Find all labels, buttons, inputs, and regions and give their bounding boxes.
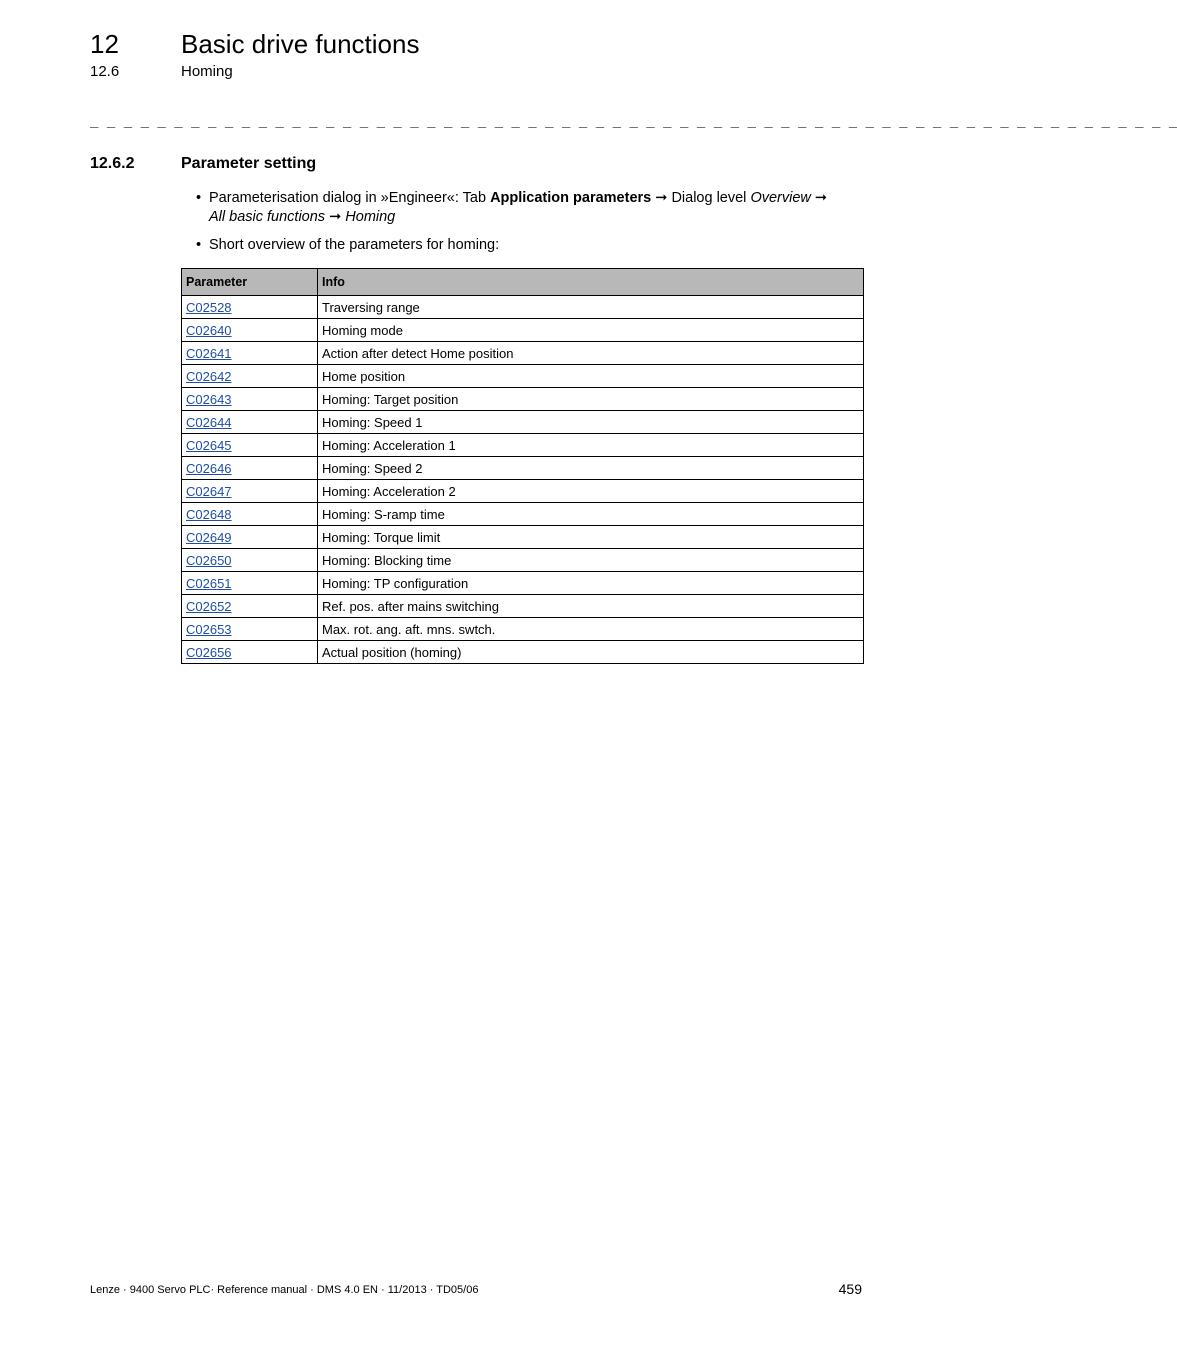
parameter-table xyxy=(181,268,864,664)
table-row xyxy=(182,503,864,526)
parameter-link[interactable]: C02646 xyxy=(186,460,232,476)
parameter-info: Homing: Speed 2 xyxy=(318,457,864,480)
bullet-item-overview xyxy=(196,236,866,255)
parameter-link[interactable]: C02643 xyxy=(186,391,232,407)
table-row xyxy=(182,319,864,342)
table-row xyxy=(182,595,864,618)
chapter-number: 12 xyxy=(90,29,119,59)
arrow-right-icon: ➞ xyxy=(655,190,668,206)
table-row xyxy=(182,411,864,434)
table-row xyxy=(182,618,864,641)
dialog-level-overview: Overview xyxy=(750,190,811,206)
subsection-number: 12.6.2 xyxy=(90,155,135,172)
parameter-info: Max. rot. ang. aft. mns. swtch. xyxy=(318,618,864,641)
parameter-link[interactable]: C02640 xyxy=(186,322,232,338)
parameter-link[interactable]: C02642 xyxy=(186,368,232,384)
parameter-link[interactable]: C02656 xyxy=(186,644,232,660)
arrow-right-icon: ➞ xyxy=(814,190,828,206)
parameter-link[interactable]: C02645 xyxy=(186,437,232,453)
bullet-icon: • xyxy=(196,190,202,206)
parameter-info: Actual position (homing) xyxy=(318,641,864,664)
page-number: 459 xyxy=(838,1281,862,1297)
parameter-link[interactable]: C02648 xyxy=(186,506,232,522)
parameter-link[interactable]: C02641 xyxy=(186,345,232,361)
header-rule: _ _ _ _ _ _ _ _ _ _ _ _ _ _ _ _ _ _ _ _ _ _ _ _ _ _ _ _ _ _ _ _ _ _ _ _ _ _ _ _ _ _ _ _ _ _ _ _ _ _ _ _ _ _ _ _ _ _ _ _ _ _ _ _ _ xyxy=(90,112,1177,128)
dialog-level-homing: Homing xyxy=(345,209,396,225)
table-row xyxy=(182,296,864,319)
bullet-list xyxy=(196,189,866,264)
parameter-info: Homing: Acceleration 1 xyxy=(318,434,864,457)
table-row xyxy=(182,549,864,572)
bullet-text: Parameterisation dialog in »Engineer«: Tab xyxy=(209,190,491,206)
arrow-right-icon: ➞ xyxy=(329,209,342,225)
dialog-level-all-basic-functions: All basic functions xyxy=(209,209,326,225)
section-number: 12.6 xyxy=(90,63,120,80)
footer-text: Lenze · 9400 Servo PLC· Reference manual · DMS 4.0 EN · 11/2013 · TD05/06 xyxy=(90,1284,479,1296)
parameter-info: Traversing range xyxy=(318,296,864,319)
column-header-info: Info xyxy=(318,269,864,296)
parameter-link[interactable]: C02649 xyxy=(186,529,232,545)
parameter-info: Action after detect Home position xyxy=(318,342,864,365)
parameter-info: Homing: Speed 1 xyxy=(318,411,864,434)
subsection-title: Parameter setting xyxy=(181,155,317,172)
parameter-link[interactable]: C02528 xyxy=(186,299,232,315)
table-row xyxy=(182,457,864,480)
parameter-info: Homing mode xyxy=(318,319,864,342)
bullet-text: Short overview of the parameters for homing: xyxy=(209,237,500,253)
table-row xyxy=(182,480,864,503)
table-row xyxy=(182,572,864,595)
parameter-link[interactable]: C02644 xyxy=(186,414,232,430)
chapter-title: Basic drive functions xyxy=(181,29,420,59)
parameter-info: Homing: TP configuration xyxy=(318,572,864,595)
parameter-info: Homing: S-ramp time xyxy=(318,503,864,526)
parameter-info: Homing: Blocking time xyxy=(318,549,864,572)
parameter-link[interactable]: C02651 xyxy=(186,575,232,591)
parameter-link[interactable]: C02653 xyxy=(186,621,232,637)
parameter-info: Ref. pos. after mains switching xyxy=(318,595,864,618)
table-row xyxy=(182,388,864,411)
table-row xyxy=(182,641,864,664)
tab-name: Application parameters xyxy=(490,190,652,206)
table-row xyxy=(182,365,864,388)
parameter-info: Homing: Target position xyxy=(318,388,864,411)
bullet-item-dialog-path xyxy=(196,189,866,227)
parameter-info: Homing: Torque limit xyxy=(318,526,864,549)
parameter-link[interactable]: C02652 xyxy=(186,598,232,614)
parameter-info: Homing: Acceleration 2 xyxy=(318,480,864,503)
table-row xyxy=(182,526,864,549)
parameter-link[interactable]: C02647 xyxy=(186,483,232,499)
column-header-parameter: Parameter xyxy=(182,269,318,296)
parameter-link[interactable]: C02650 xyxy=(186,552,232,568)
table-header-row xyxy=(182,269,864,296)
section-title: Homing xyxy=(181,63,233,80)
bullet-icon: • xyxy=(196,237,202,253)
parameter-info: Home position xyxy=(318,365,864,388)
table-row xyxy=(182,342,864,365)
bullet-text: Dialog level xyxy=(667,190,751,206)
table-row xyxy=(182,434,864,457)
